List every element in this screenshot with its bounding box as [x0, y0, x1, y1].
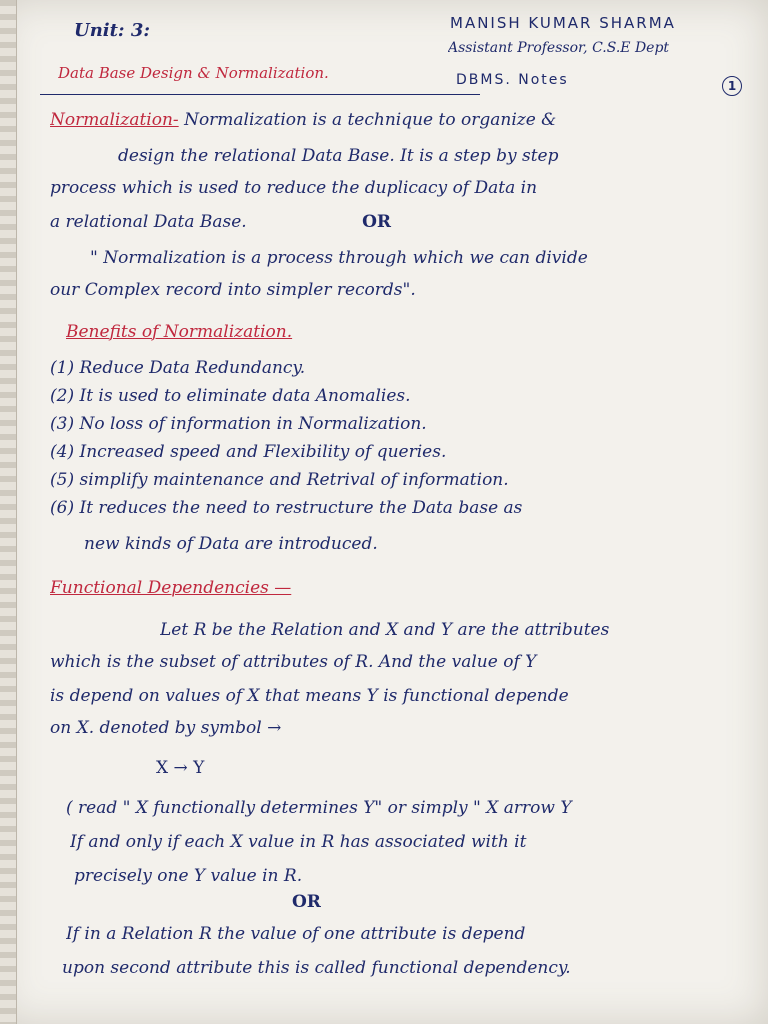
fd-symbol: X → Y — [156, 758, 205, 778]
fd-line-5: ( read " X functionally determines Y" or simply " X arrow Y — [66, 798, 572, 818]
benefit-item: (5) simplify maintenance and Retrival of information. — [50, 470, 509, 490]
benefit-item: (1) Reduce Data Redundancy. — [50, 358, 306, 378]
benefit-item: (6) It reduces the need to restructure the Data base as — [50, 498, 523, 518]
benefits-heading: Benefits of Normalization. — [66, 322, 293, 342]
subject-label: DBMS. Notes — [456, 72, 569, 88]
topic-title: Data Base Design & Normalization. — [58, 64, 329, 82]
fd-line-6: If and only if each X value in R has associated with it — [70, 832, 527, 852]
unit-label: Unit: 3: — [74, 20, 151, 41]
fd-heading: Functional Dependencies — — [50, 578, 292, 598]
benefit-item: (4) Increased speed and Flexibility of queries. — [50, 442, 447, 462]
benefit-item: (3) No loss of information in Normalization. — [50, 414, 427, 434]
normalization-def-line-5: " Normalization is a process through which we can divide — [90, 248, 588, 268]
normalization-term: Normalization- — [50, 110, 179, 130]
normalization-def-line-3: process which is used to reduce the duplicacy of Data in — [50, 178, 538, 198]
normalization-def-line-4: a relational Data Base. OR — [50, 212, 392, 232]
normalization-def-line-1: Normalization- Normalization is a technique to organize & — [50, 110, 557, 130]
fd-line-1: Let R be the Relation and X and Y are the attributes — [160, 620, 610, 640]
normalization-def-line-2: design the relational Data Base. It is a step by step — [118, 146, 559, 166]
author-role: Assistant Professor, C.S.E Dept — [448, 40, 670, 56]
fd-line-3: is depend on values of X that means Y is functional depende — [50, 686, 569, 706]
normalization-def-line-6: our Complex record into simpler records". — [50, 280, 416, 300]
benefit-item: (2) It is used to eliminate data Anomalies. — [50, 386, 411, 406]
page-number: 1 — [722, 76, 742, 96]
fd-line-8: If in a Relation R the value of one attribute is depend — [66, 924, 526, 944]
fd-line-9: upon second attribute this is called functional dependency. — [62, 958, 571, 978]
fd-line-2: which is the subset of attributes of R. And the value of Y — [50, 652, 537, 672]
or-separator: OR — [362, 212, 392, 232]
header-divider — [40, 94, 480, 95]
fd-line-4: on X. denoted by symbol → — [50, 718, 282, 738]
benefit-item: new kinds of Data are introduced. — [84, 534, 378, 554]
or-separator: OR — [292, 892, 321, 912]
spiral-binding — [0, 0, 17, 1024]
fd-line-7: precisely one Y value in R. — [74, 866, 303, 886]
author-name: MANISH KUMAR SHARMA — [450, 14, 676, 32]
